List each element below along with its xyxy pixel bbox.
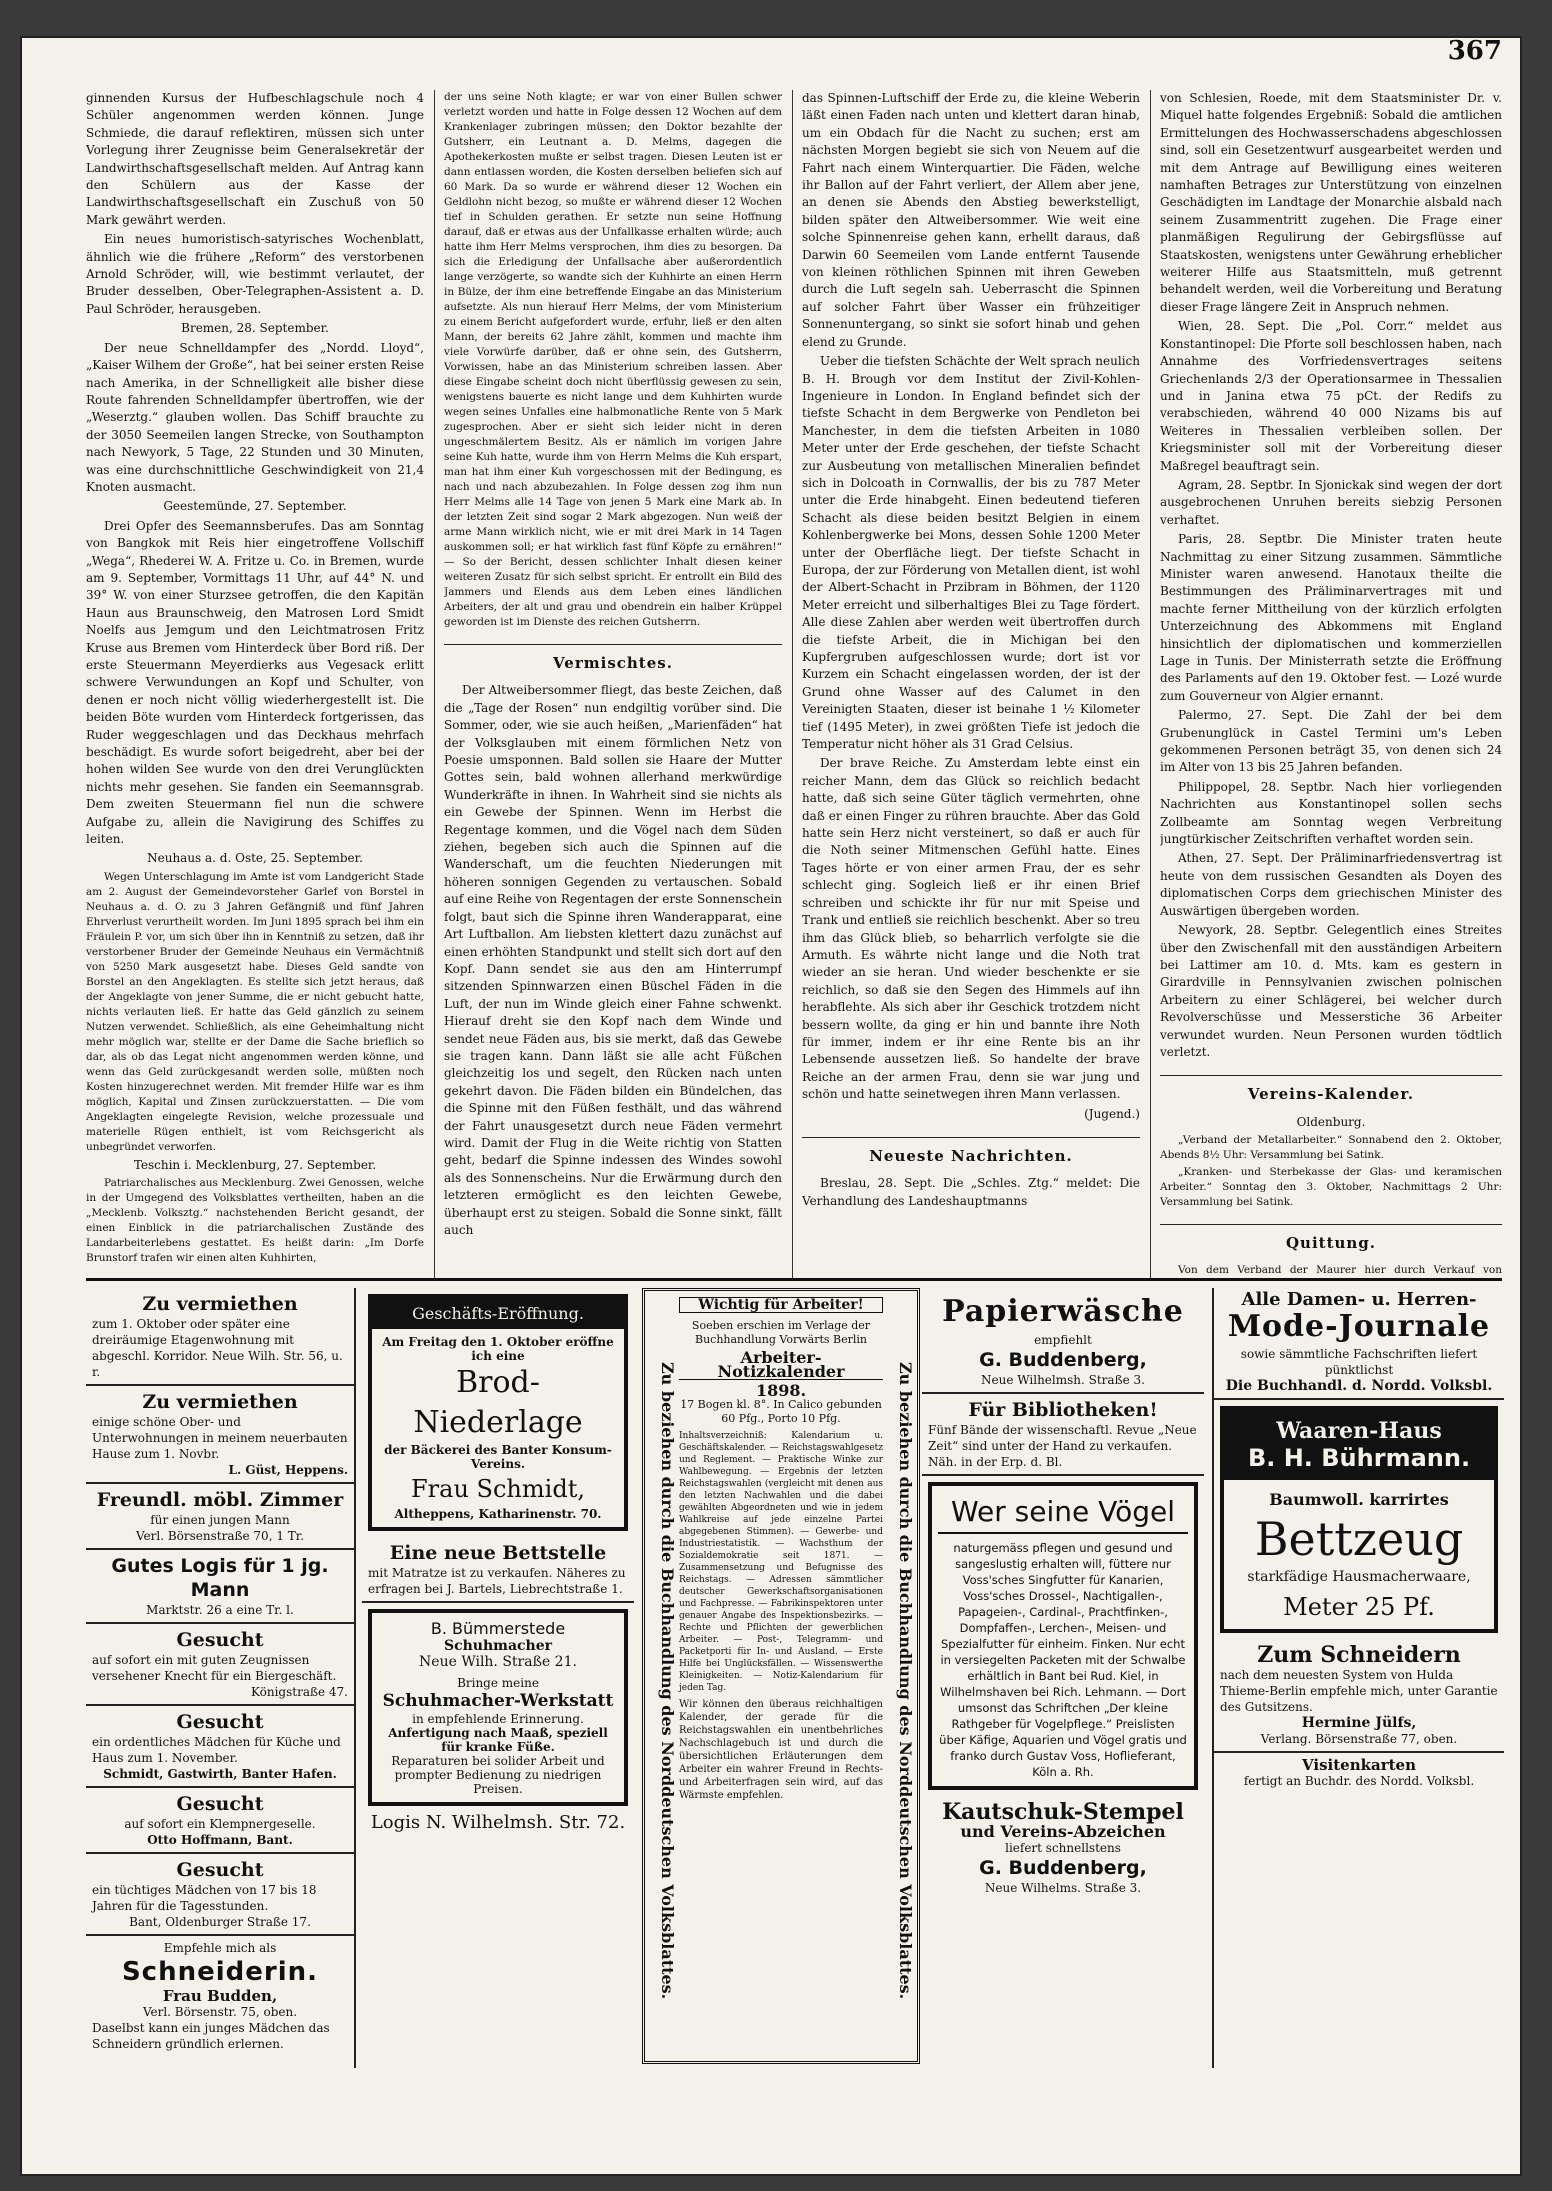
ad-text: auf sofort ein mit guten Zeugnissen versehener Knecht für ein Biergeschäft.: [92, 1653, 337, 1683]
ad-address: Bant, Oldenburger Straße 17.: [129, 1915, 311, 1929]
ad-column-1: [86, 1288, 356, 2068]
ad-title-line: Waaren-Haus: [1276, 1418, 1442, 1444]
ad-vertical-text-left: Zu beziehen durch die Buchhandlung des Norddeutschen Volksblattes.: [658, 1362, 677, 2000]
ad-title: Für Bibliotheken!: [968, 1399, 1158, 1421]
ad-pretext: Empfehle mich als: [163, 1941, 277, 1955]
column-divider: [434, 90, 435, 1280]
article-text: ginnenden Kursus der Hufbeschlagschule noch 4 Schüler angenommen werden können. Junge Schmiede, die darauf reflektiren, müssen sich unter Vorlegung ihrer Zeugnisse beim Generalsekretär der Landwirthschaftsgesellschaft melden. Auf Antrag kann den Schülern aus der Kasse der Landwirthschaftsgesellschaft ein Zuschuß von 50 Mark gewährt werden.: [86, 91, 424, 227]
ad-text-bold: Anfertigung nach Maaß, speziell für kranke Füße.: [388, 1726, 608, 1754]
ad-price: Meter 25 Pf.: [1283, 1593, 1435, 1621]
ad-title-banner: [372, 1298, 624, 1329]
notice-text: „Verband der Metallarbeiter.“ Sonnabend den 2. Oktober, Abends 8½ Uhr: Versammlung bei Satink.: [1160, 1134, 1502, 1162]
advertisements-area: [86, 1288, 1502, 2068]
ad-title: Geschäfts-Eröffnung.: [412, 1304, 584, 1323]
article-column-1: [86, 90, 424, 1280]
ad-column-5: [1212, 1288, 1504, 2068]
ad-logis-footer: Logis N. Wilhelmsh. Str. 72.: [370, 1812, 626, 1833]
ad-signature: Schmidt, Gastwirth, Banter Hafen.: [103, 1767, 337, 1781]
ad-calendar: [679, 1297, 883, 2055]
ad-title: Zum Schneidern: [1257, 1642, 1461, 1668]
ad-signature: Frau Budden,: [162, 1987, 278, 2005]
section-heading: Vereins-Kalender.: [1160, 1075, 1502, 1103]
ad-wanted-2: [86, 1706, 354, 1788]
ad-signature: L. Güst, Heppens.: [228, 1463, 348, 1477]
article-text: das Spinnen-Luftschiff der Erde zu, die kleine Weberin läßt einen Faden nach unten und klettert daran hinab, um ein Obdach für die Nacht zu suchen; erst am nächsten Morgen begiebt sie sich von Neuem auf die Fahrt nach einem Winterquartier. Die Fäden, welche ihr Ballon auf der Fahrt verliert, der Allem aber jene, an denen sie Abends den Abstieg bewerkstelligt, bilden später den Altweibersommer. Wie weit eine solche Spinnenreise gehen kann, erhellt daraus, daß Darwin 60 Seemeilen vom Lande entfernt Tausende von kleinen röthlichen Spinnen mit ihren Geweben durch die Luft segeln sah. Ueberrascht die Spinnen auf solcher Fahrt über Wasser ein frühzeitiger Sonnenuntergang, so sinkt sie sofort hinab und gehen elend zu Grunde.: [802, 91, 1140, 349]
ad-text: Soeben erschien im Verlage der Buchhandlung Vorwärts Berlin: [691, 1319, 871, 1346]
ad-text: in empfehlende Erinnerung.: [412, 1712, 584, 1726]
article-text: der uns seine Noth klagte; er war von einer Bullen schwer verletzt worden und hatte in Folge dessen 12 Wochen auf dem Krankenlager zubringen müssen; den Doktor bezahlte der Gutsherr, ein Leutnant a. D. Melms, dagegen die Apothekerkosten mußte er selbst tragen. Diesen Leuten ist er dann entlassen worden, die Kosten derselben beliefen sich auf 60 Mark. Da so wurde er während dieser 12 Wochen ein Geldlohn nicht bezog, so mußte er während dieser 12 Wochen tief in Schulden gerathen. Er setzte nun seine Hoffnung darauf, daß er etwas aus der Unfallkasse erhalten würde; auch hatte ihm Herr Melms versprochen, ihm dies zu besorgen. Da sich die Erledigung der Unfallsache aber außerordentlich lange verzögerte, so wandte sich der Kuhhirte an einen Herrn in Bülze, der ihm eine betreffende Eingabe an das Ministerium aufsetzte. Als nun hierauf Herr Melms, der vom Ministerium zu einem Bericht aufgefordert wurde, erfuhr, ließ er den alten Mann, der bereits 62 Jahre zählt, kommen und machte ihm viele Vorwürfe darüber, daß er ohne sein, des Gutsherrn, Vorwissen, habe an das Ministerium schreiben lassen. Aber diese Eingabe scheint doch nicht überflüssig gewesen zu sein, wenigstens bauerte es nicht lange und dem Kuhhirten wurde wegen seines Unfalles eine halbmonatliche Rente von 5 Mark zugesprochen. Aber er sieht sich leider nicht in deren ungeschmälertem Besitz. Als er nämlich im vorigen Jahre seine Kuh hatte, wurde ihm von Herrn Melms die Kuh erspart, man hat ihm einer Kuh vorgeschossen mit der Bedingung, es nach und nach abzubezahlen. In Folge dessen zog ihm nun Herr Melms alle 14 Tage von jenen 5 Mark eine Mark ab. In der letzten Zeit sind sogar 2 Mark abgezogen. Nun weiß der arme Mann wirklich nicht, wie er mit drei Mark in 14 Tagen auskommen soll; er hat wirklich fast fünf Köpfe zu ernähren!“ — So der Bericht, dessen schlichter Inhalt diesen keiner weiteren Zusatz für sich selbst spricht. Er entrollt ein Bild des Jammers und Elends aus dem Leben eines ländlichen Arbeiters, der alt und grau und obendrein ein halber Krüppel geworden ist im Dienste des reichen Gutsherrn.: [444, 91, 782, 628]
ad-name: G. Buddenberg,: [979, 1349, 1147, 1371]
ad-rental-1: [86, 1288, 354, 1386]
ad-paper-laundry: [922, 1288, 1204, 1394]
ad-wanted-1: [86, 1624, 354, 1706]
ad-big-text: Schuhmacher-Werkstatt: [382, 1691, 614, 1711]
ad-rubber-stamps: [922, 1796, 1204, 1900]
ad-pretext: liefert schnellstens: [1005, 1841, 1121, 1855]
article-text: Breslau, 28. Sept. Die „Schles. Ztg.“ meldet: Die Verhandlung des Landeshauptmanns: [802, 1176, 1140, 1208]
dateline: Geestemünde, 27. September.: [163, 499, 347, 514]
newspaper-page: [22, 38, 1520, 2174]
ad-text: Reparaturen bei solider Arbeit und prompter Bedienung zu niedrigen Preisen.: [391, 1754, 605, 1796]
article-column-4: [1160, 90, 1502, 1280]
ad-shoemaker: [368, 1609, 628, 1806]
ad-address: Verl. Börsenstraße 70, 1 Tr.: [135, 1529, 305, 1543]
ad-text: mit Matratze ist zu verkaufen. Näheres zu erfragen bei J. Bartels, Liebrechtstraße 1.: [368, 1566, 626, 1596]
ad-pretext: Baumwoll. karrirtes: [1269, 1490, 1449, 1509]
section-heading: Neueste Nachrichten.: [802, 1137, 1140, 1165]
ad-text: Am Freitag den 1. Oktober eröffne ich eine: [382, 1335, 614, 1363]
articles-area: [86, 90, 1502, 1280]
ad-wanted-3: [86, 1788, 354, 1854]
ad-department-store: [1220, 1406, 1498, 1633]
article-text: von Schlesien, Roede, mit dem Staatsminister Dr. v. Miquel hatte folgendes Ergebniß: Sobald die amtlichen Ermittelungen des Hochwasserschadens abgeschlossen sind, soll ein Gesetzentwurf ausgearbeitet werden und mit dem Antrage auf Bewilligung eines weiteren namhaften Betrages zur Unterstützung von einzelnen Geschädigten im Landtage der Monarchie alsbald nach seinem Zusammentritt zugehen. Die Frage einer planmäßigen Regulirung der Gebirgsflüsse auf Staatskosten, wenigstens unter Gewährung erheblicher weiterer Hilfe aus Staatsmitteln, muß getrennt behandelt werden, weil die Vorbereitung und Beratung dieser Frage längere Zeit in Anspruch nehmen.: [1160, 91, 1502, 314]
ad-text: ein ordentliches Mädchen für Küche und Haus zum 1. November.: [92, 1735, 341, 1765]
section-heading: Vermischtes.: [444, 644, 782, 672]
ad-address: Altheppens, Katharinenstr. 70.: [394, 1507, 602, 1521]
ad-title: Eine neue Bettstelle: [389, 1542, 607, 1564]
ad-text: auf sofort ein Klempnergeselle.: [124, 1817, 316, 1831]
article-text: Philippopel, 28. Septbr. Nach hier vorliegenden Nachrichten aus Konstantinopel sollen sechs Zollbeamte am Sonntag wegen Verbreitung jungtürkischer Zeitschriften verhaftet worden sein.: [1160, 779, 1502, 847]
ad-text: ein tüchtiges Mädchen von 17 bis 18 Jahren für die Tagesstunden.: [92, 1883, 317, 1913]
ad-title: B. Bümmerstede: [430, 1619, 566, 1638]
article-source: (Jugend.): [1084, 1106, 1140, 1121]
ad-big-text: Bettzeug: [1254, 1512, 1464, 1566]
ad-address: Neue Wilh. Straße 21.: [419, 1654, 577, 1670]
notice-text: „Kranken- und Sterbekasse der Glas- und keramischen Arbeiter.“ Sonntag den 3. Oktober, Nachmittags 2 Uhr: Versammlung bei Satink.: [1160, 1166, 1502, 1209]
article-text: Agram, 28. Septbr. In Sjonickak sind wegen der dort ausgebrochenen Unruhen bereits siebzig Personen verhaftet.: [1160, 477, 1502, 527]
ad-title: Gesucht: [176, 1793, 264, 1815]
place-heading: Oldenburg.: [1296, 1114, 1366, 1129]
ad-business-opening: [368, 1294, 628, 1531]
column-divider: [792, 90, 793, 1280]
ad-title-line: Alle Damen- u. Herren-: [1241, 1289, 1477, 1310]
article-text: Drei Opfer des Seemannsberufes. Das am Sonntag von Bangkok mit Reis hier eingetroffene Vollschiff „Wega“, Rhederei W. A. Fritze u. Co. in Bremen, wurde am 9. September, Vormittags 11 Uhr, auf 44° N. und 39° W. von einer Sturzsee getroffen, die den Kapitän Haun aus Braunschweig, den Matrosen Lord Smidt Noelfs aus Jemgum und den Leichtmatrosen Fritz Kruse aus Bremen vom Hinterdeck über Bord riß. Der erste Steuermann Meyerdierks aus Vegesack erlitt schwere Verwundungen an Kopf und Schulter, von denen er noch nicht völlig wiederhergestellt ist. Die beiden Böte wurden vom Hinterdeck fortgerissen, das Ruder weggeschlagen und das Deckhaus mehrfach beschädigt. Es wurde sofort beigedreht, aber bei der hohen wilden See wurde von den drei Verunglückten nichts mehr gesehen. Sie fanden ein Seemannsgrab. Dem zweiten Steuermann fiel nun die schwere Aufgabe zu, allein die Navigirung des Schiffes zu leiten.: [86, 518, 424, 847]
article-text: Der brave Reiche. Zu Amsterdam lebte einst ein reicher Mann, dem das Glück so reichlich bedacht hatte, daß sich seine Güter täglich vermehrten, ohne daß er einen Finger zu rühren brauchte. Aber das Gold hatte sein Herz nicht versteinert, so daß er auch für die Noth seiner Mitmenschen Gefühl hatte. Eines Tages hörte er von einer armen Frau, der es sehr schlecht ging. Sogleich ließ er ihr einen Brief schreiben und schickte ihr für nur mit Speise und Trank und entließ sie reichlich beschenkt. Aber so treu ihm das Glück blieb, so beharrlich verfolgte sie die Armuth. Es währte nicht lange und die Noth trat wieder an sie heran. Und wieder beschenkte er sie reichlich, so daß sie den Segen des Himmels auf ihn herabflehte. Als sich aber ihr Geschick trotzdem nicht bessern wollte, da ging er hin und bannte ihre Noth für immer, indem er ihr eine Rente bis an ihr Lebensende aussetzen ließ. So handelte der brave Reiche an der armen Frau, denn sie war jung und schön und hatte seinetwegen ihren Mann verlassen.: [802, 756, 1140, 1102]
ad-name: Frau Schmidt,: [411, 1475, 585, 1503]
ad-address: Neue Wilhelmsh. Straße 3.: [981, 1373, 1145, 1387]
ad-text: sowie sämmtliche Fachschriften liefert pünktlichst: [1240, 1347, 1478, 1377]
ad-title: Wer seine Vögel: [938, 1492, 1188, 1534]
dateline: Neuhaus a. d. Oste, 25. September.: [147, 851, 363, 866]
notice-text: Von dem Verband der Maurer hier durch Verkauf von: [1178, 1263, 1502, 1276]
article-text: Ein neues humoristisch-satyrisches Wochenblatt, ähnlich wie die frühere „Reform“ des verstorbenen Arnold Schröder, will, wie bestimmt verlautet, der Bruder desselben, Ober-Telegraphen-Assistent a. D. Paul Schröder, herausgeben.: [86, 232, 424, 316]
ad-text: für einen jungen Mann: [150, 1513, 290, 1527]
section-heading: Quittung.: [1160, 1224, 1502, 1252]
ad-logis: [86, 1550, 354, 1624]
ad-pretext: empfiehlt: [1034, 1333, 1092, 1347]
ad-address: Verl. Börsenstr. 75, oben.: [142, 2005, 298, 2019]
ad-seamstress: [86, 1936, 354, 2056]
ad-fashion-journals: [1214, 1288, 1504, 1400]
ad-subtitle: starkfädige Hausmacherwaare,: [1247, 1569, 1471, 1585]
article-text: Patriarchalisches aus Mecklenburg. Zwei Genossen, welche in der Umgegend des Volksblattes vertheilten, haben an die „Mecklenb. Volksztg.“ nachstehenden Bericht gesandt, der einen Einblick in die patriarchalischen Zustände des Landarbeiterlebens gestattet. Es heißt darin: „Im Dorfe Brunstorf trafen wir einen alten Kuhhirten,: [86, 1177, 424, 1265]
article-text: Der Altweibersommer fliegt, das beste Zeichen, daß die „Tage der Rosen“ nun endgiltig vorüber sind. Die Sommer, oder, wie sie auch heißen, „Marienfäden“ hat der Volksglauben mit einem förmlichen Netz von Poesie umsponnen. Bald sollen sie Haare der Mutter Gottes sein, bald wohnen allerhand merkwürdige Wunderkräfte in ihnen. In Wahrheit sind sie nichts als ein Gewebe der Spinnen. Wenn im Herbst die Regentage kommen, und die Vögel nach dem Süden ziehen, begeben sich auch die Spinnen auf die Wanderschaft, um die feuchten Niederungen mit höheren sonnigen Gegenden zu vertauschen. Sobald auf eine Reihe von Regentagen der erste Sonnenschein folgt, baut sich die Spinne ihren Wanderapparat, eine Art Luftballon. Am liebsten klettert dazu zunächst auf einen erhöhten Standpunkt und stellt sich dort auf den Kopf. Dann sendet sie aus den am Hinterrumpf sitzenden Spinnwarzen einen Büschel Fäden in die Luft, der nun im Winde gleich einer Fahne schwenkt. Hierauf dreht sie den Kopf nach dem Winde und sendet neue Fäden aus, bis sie merkt, daß das Gewebe sie tragen kann. Dann läßt sie alle acht Füßchen gleichzeitig los und segelt, den Rücken nach unten gekehrt davon. Die Fäden bilden ein Bündelchen, das die Spinne mit den Füßen festhält, und das während der Fahrt unausgesetzt durch neue Fäden vermehrt wird. Damit der Flug in die Weite richtig von Statten geht, bedarf die Spinne indessen des Windes sowohl als des Sonnenscheins. Nur die Erwärmung durch den letzteren ermöglicht es den leichten Gewebe, überhaupt erst zu steigen. Sobald die Sonne sinkt, fällt auch: [444, 683, 782, 1237]
ad-column-4: [922, 1288, 1204, 2068]
ads-divider: [86, 1278, 1502, 1281]
ad-title: Gesucht: [176, 1711, 264, 1733]
ad-libraries: [922, 1394, 1204, 1476]
ad-title: Mode-Journale: [1227, 1309, 1491, 1344]
article-column-2: [444, 90, 782, 1280]
article-text: Paris, 28. Septbr. Die Minister traten heute Nachmittag zu einer Sitzung zusammen. Sämmtliche Minister waren anwesend. Hanotaux theilte die Bestimmungen des Präliminarvertrages mit und machte ferner Mittheilung von der kürzlich erfolgten Unterzeichnung des Abkommens mit England hinsichtlich der diplomatischen und kommerziellen Lage in Tunis. Der Ministerrath setzte die Eröffnung des Parlaments auf den 19. Oktober fest. — Lozé wurde zum Gouverneur von Algier ernannt.: [1160, 532, 1502, 703]
ad-address: Verlang. Börsenstraße 77, oben.: [1260, 1732, 1458, 1746]
ad-year: 1898.: [755, 1381, 807, 1400]
ad-title: Gesucht: [176, 1629, 264, 1651]
ad-column-2: [362, 1288, 634, 2068]
ad-business-cards: [1214, 1753, 1504, 1793]
column-divider: [1150, 90, 1151, 1280]
ad-title-banner: [1224, 1410, 1494, 1480]
ad-subtitle: und Vereins-Abzeichen: [960, 1822, 1166, 1841]
article-text: Der neue Schnelldampfer des „Nordd. Lloyd“, „Kaiser Wilhem der Große“, hat bei seiner ersten Reise nach Amerika, in der Schnelligkeit alle bisher diese Route fahrenden Schnelldampfer übertroffen, wie der „Weserztg.“ glauben wollen. Das Schiff brauchte zu der 3050 Seemeilen langen Strecke, von Southampton nach Newyork, 5 Tage, 22 Stunden und 30 Minuten, was eine durchschnittliche Geschwindigkeit von 21,4 Knoten ausmacht.: [86, 340, 424, 494]
ad-title: Zu vermiethen: [142, 1293, 298, 1315]
ad-vertical-text-right: Zu beziehen durch die Buchhandlung des Norddeutschen Volksblattes.: [896, 1362, 915, 2000]
ad-text: zum 1. Oktober oder später eine dreiräumige Etagenwohnung mit abgeschl. Korridor. Neue Wilh. Str. 56, u. r.: [92, 1317, 343, 1379]
ad-text: Daselbst kann ein junges Mädchen das Schneidern gründlich erlernen.: [92, 2021, 330, 2051]
ad-text: 17 Bogen kl. 8°. In Calico gebunden 60 Pfg., Porto 10 Pfg.: [680, 1398, 882, 1425]
ad-text: Wir können den überaus reichhaltigen Kalender, der gerade für die Reichstagswahlen ein unentbehrliches Nachschlagebuch ist und durch die übersichtlichen Erläuterungen dem Arbeiter ein wahrer Freund in Rechts- und Arbeiterfragen sein wird, auf das Wärmste empfehlen.: [679, 1699, 883, 1801]
article-text: Athen, 27. Sept. Der Präliminarfriedensvertrag ist heute von dem russischen Gesandten als Doyen des diplomatischen Corps dem griechischen Minister des Auswärtigen übergeben worden.: [1160, 851, 1502, 918]
ad-headline: Wichtig für Arbeiter!: [679, 1297, 883, 1313]
ad-title: Kautschuk-Stempel: [942, 1799, 1184, 1825]
ad-signature: Die Buchhandl. d. Nordd. Volksbl.: [1225, 1378, 1493, 1394]
ad-text: der Bäckerei des Banter Konsum-Vereins.: [384, 1443, 612, 1471]
ad-big-text: Brod-Niederlage: [413, 1365, 583, 1440]
ad-contents: Inhaltsverzeichniß: Kalendarium u. Geschäftskalender. — Reichstagswahlgesetz und Reglement. — Praktische Winke zur Wahlbewegung. — Ergebnis der letzten Reichstagswahlen (vergleicht mit denen aus den letzten Nachwahlen und die dabei gewählten Abgeordneten und wie in jedem Wahlkreise auf jede einzelne Partei abgegebenen Stimmen). — Gewerbe- und Industriestatistik. — Wachsthum der Sozialdemokratie seit 1871. — Zusammensetzung und Befugnisse des Reichstags. — Adressen sämmtlicher deutscher Gewerkschaftsorganisationen und Fachpresse. — Fabrikinspektoren unter genauer Angabe des Inspektionsbezirks. — Rechte und Pflichten der gewerblichen Arbeiter. — Post-, Telegramm- und Packetporti für In- und Ausland. — Erste Hilfe bei Unglücksfällen. — Wissenswerthe Kleinigkeiten. — Notiz-Kalendarium für jeden Tag.: [679, 1431, 883, 1693]
ad-rental-2: [86, 1386, 354, 1484]
article-text: Palermo, 27. Sept. Die Zahl der bei dem Grubenunglück in Castel Termini um's Leben gekommenen Personen beträgt 35, von denen sich 24 im Alter von 13 bis 25 Jahren befanden.: [1160, 708, 1502, 775]
article-text: Newyork, 28. Septbr. Gelegentlich eines Streites über den Zwischenfall mit den ausständigen Arbeitern bei Lattimer am 10. d. Mts. kam es gestern in Girardville in Pennsylvanien zwischen polnischen Arbeitern zu einer Schlägerei, bei welcher durch Revolverschüsse und Messerstiche 36 Arbeiter verwundet wurden. Neun Personen wurden tödtlich verletzt.: [1160, 923, 1502, 1059]
ad-title: Zu vermiethen: [142, 1391, 298, 1413]
ad-text: nach dem neuesten System von Hulda Thieme-Berlin empfehle mich, unter Garantie des Gutsitzens.: [1220, 1668, 1498, 1714]
ad-tailoring: [1214, 1639, 1504, 1753]
ad-title: Gesucht: [176, 1859, 264, 1881]
ad-text: einige schöne Ober- und Unterwohnungen in meinem neuerbauten Hause zum 1. Novbr.: [92, 1415, 348, 1461]
ad-bird-food: [928, 1482, 1198, 1790]
page-number: 367: [1447, 36, 1502, 66]
dateline: Bremen, 28. September.: [181, 321, 329, 336]
dateline: Teschin i. Mecklenburg, 27. September.: [133, 1157, 377, 1172]
ad-title: Freundl. möbl. Zimmer: [96, 1489, 344, 1511]
ad-wanted-4: [86, 1854, 354, 1936]
ad-pretext: Bringe meine: [457, 1676, 539, 1690]
article-column-3: [802, 90, 1140, 1280]
ad-text: fertigt an Buchdr. des Nordd. Volksbl.: [1243, 1774, 1475, 1788]
ad-signature: Otto Hoffmann, Bant.: [147, 1833, 293, 1847]
article-text: Wegen Unterschlagung im Amte ist vom Landgericht Stade am 2. August der Gemeindevorsteher Garlef von Borstel in Neuhaus a. d. O. zu 3 Jahren Gefängniß und fünf Jahren Ehrverlust verurtheilt worden. Im Juni 1895 sprach bei ihm ein Fräulein P. vor, um sich über ihn in Kenntniß zu setzen, daß ihr verstorbener Bruder der Gemeinde Neuhaus ein Vermächtniß von 5250 Mark ausgesetzt habe. Dieses Geld sandte von Borstel an den Angeklagten. Es stellte sich jetzt heraus, daß der Angeklagte von jener Summe, die er nicht gebucht hatte, nichts verlauten ließ. Er hatte das Geld gänzlich zu seinem Nutzen verwendet. Schließlich, als eine Geheimhaltung nicht mehr möglich war, stellte er der Dame die Sache brieflich so dar, als ob das Legat nicht angenommen werden könne, und wenn das Geld zurückgesandt werden solle, müßten noch Kosten hinzugerechnet werden. Mit fremder Hilfe war es ihm möglich, Kapital und Zinsen zurückzuerstatten. — Die vom Angeklagten eingelegte Revision, welche prozessuale und materielle Rügen enthielt, ist vom Reichsgericht als unbegründet verworfen.: [86, 870, 424, 1153]
ad-title: Arbeiter-Notizkalender: [679, 1351, 883, 1380]
article-text: Ueber die tiefsten Schächte der Welt sprach neulich B. H. Brough vor dem Institut der Zivil-Kohlen-Ingenieure in London. In England befindet sich der tiefste Schacht in dem Bergwerke von Pendleton bei Manchester, in dem die tiefsten Arbeiten in 1080 Meter unter der Erde geschehen, der tiefste Schacht zur Ausbeutung von metallischen Mineralien befindet sich in Dolcoath in Cornwallis, der bis zu 787 Meter unter die Erde hinabgeht. Einen bedeutend tieferen Schacht als diese beiden besitzt Belgien in einem Kohlenbergwerke bei Mons, dessen Sohle 1200 Meter unter der Oberfläche liegt. Der tiefste Schacht in Europa, der zur Förderung von Metallen dient, ist wohl der Albert-Schacht in Przibram in Böhmen, der 1120 Meter erreicht und silberhaltiges Blei zu Tage fördert. Alle diese Zahlen aber werden weit übertroffen durch die tiefste Arbeit, die in Michigan bei den Kupfergruben aufgeschlossen wurde; dort ist vor Kurzem ein Schacht eingelassen worden, der ist der Grund ohne Wasser auf des Calumet in den Vereinigten Staaten, dieser ist beinahe 1 ½ Kilometer tief (1495 Meter), in zwei größten Tiefe ist jedoch die Temperatur nicht höher als 31 Grad Celsius.: [802, 354, 1140, 752]
ad-address: Neue Wilhelms. Straße 3.: [984, 1881, 1142, 1895]
ad-title: Papierwäsche: [942, 1294, 1184, 1329]
ad-text: Fünf Bände der wissenschaftl. Revue „Neue Zeit“ sind unter der Hand zu verkaufen. Näh. in der Erp. d. Bl.: [928, 1423, 1197, 1469]
ad-address: Marktstr. 26 a eine Tr. l.: [146, 1603, 294, 1617]
ad-name: G. Buddenberg,: [979, 1857, 1147, 1879]
ad-room: [86, 1484, 354, 1550]
ad-title: B. H. Bührmann.: [1247, 1444, 1471, 1472]
ad-title: Schneiderin.: [121, 1957, 319, 1987]
ad-title: Visitenkarten: [1302, 1756, 1416, 1774]
ad-address: Königstraße 47.: [250, 1685, 348, 1699]
ad-column-3: [642, 1288, 920, 2064]
ad-bedframe: [362, 1537, 634, 1603]
ad-signature: Hermine Jülfs,: [1301, 1715, 1417, 1731]
ad-text: naturgemäss pflegen und gesund und sangeslustig erhalten will, füttere nur Voss'sches Singfutter für Kanarien, Voss'sches Drossel-, Nachtigallen-, Papageien-, Cardinal-, Prachtfinken-, Dompfaffen-, Lerchen-, Meisen- und Spezialfutter für einheim. Finken. Nur echt in versiegelten Packeten mit der Schwalbe erhältlich in Bant bei Rud. Kiel, in Wilhelmshaven bei Rich. Lehmann. — Dort umsonst das Schriftchen „Der kleine Rathgeber für Vogelpflege.“ Preislisten über Käfige, Aquarien und Vögel gratis und franko durch Gustav Voss, Hoflieferant, Köln a. Rh.: [939, 1541, 1187, 1779]
article-text: Wien, 28. Sept. Die „Pol. Corr.“ meldet aus Konstantinopel: Die Pforte soll beschlossen haben, nach Annahme des Vorfriedensvertrages seitens Griechenlands 2/3 der Operationsarmee in Thessalien und in Janina etwa 75 pCt. der Redifs zu verabschieden, während 40 000 Nizams bis auf Weiteres in Thessalien verbleiben sollen. Der Kriegsminister soll mit der Vorbereitung dieser Maßregel beauftragt sein.: [1160, 319, 1502, 473]
ad-title: Gutes Logis für 1 jg. Mann: [111, 1555, 329, 1601]
ad-subtitle: Schuhmacher: [443, 1638, 553, 1654]
